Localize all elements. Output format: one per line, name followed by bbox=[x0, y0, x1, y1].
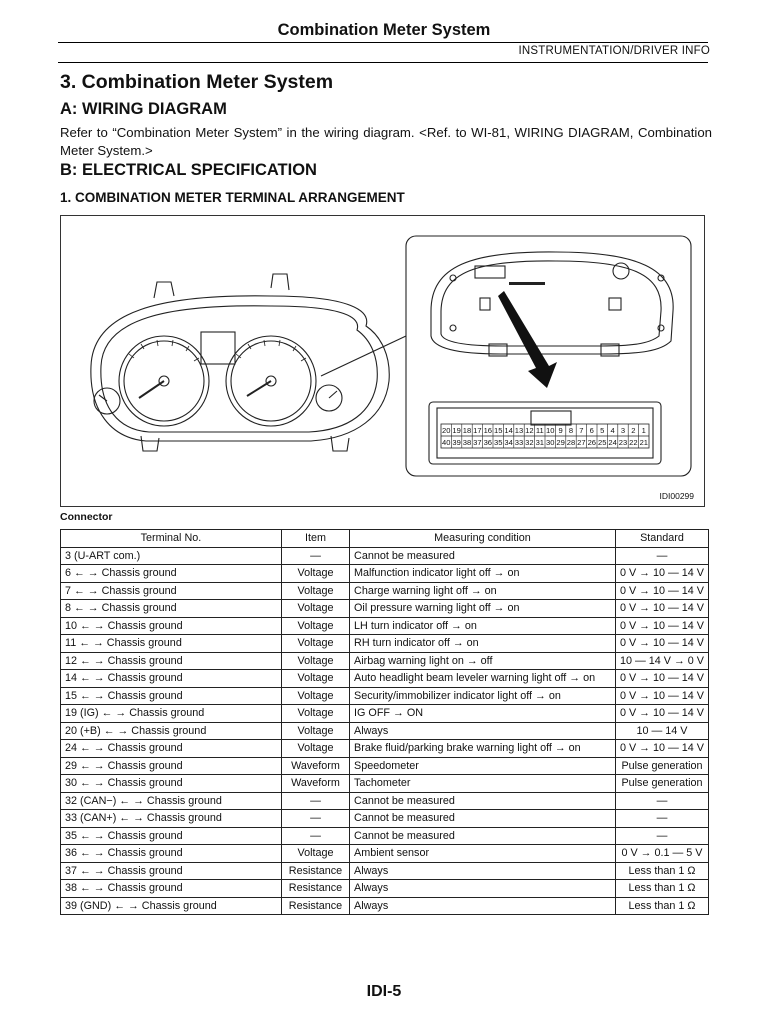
table-row bbox=[61, 565, 709, 583]
table-row bbox=[61, 862, 709, 880]
condition-cell: Ambient sensor bbox=[350, 845, 616, 863]
standard-cell: — bbox=[615, 792, 708, 810]
connector-pin-label: 30 bbox=[545, 438, 555, 447]
condition-cell: Cannot be measured bbox=[350, 827, 616, 845]
connector-pin-label: 5 bbox=[600, 426, 605, 435]
connector-pin-label: 20 bbox=[441, 426, 451, 435]
standard-cell: — bbox=[615, 547, 708, 565]
table-body bbox=[61, 547, 709, 915]
connector-pin-label: 3 bbox=[620, 426, 626, 435]
condition-cell: Always bbox=[350, 880, 616, 898]
table-row bbox=[61, 582, 709, 600]
standard-cell: 0 V → 10 — 14 V bbox=[615, 565, 708, 583]
terminal-cell: 12 ← → Chassis ground bbox=[61, 652, 282, 670]
connector-pin-label: 11 bbox=[535, 426, 544, 435]
item-cell: Voltage bbox=[281, 635, 349, 653]
item-cell: Resistance bbox=[281, 880, 349, 898]
item-cell: Voltage bbox=[281, 687, 349, 705]
table-row bbox=[61, 810, 709, 828]
connector-pin-label: 29 bbox=[556, 438, 565, 447]
wiring-diagram-heading: A: WIRING DIAGRAM bbox=[60, 100, 227, 118]
table-row bbox=[61, 827, 709, 845]
condition-cell: LH turn indicator off → on bbox=[350, 617, 616, 635]
table-row bbox=[61, 547, 709, 565]
connector-pin-label: 1 bbox=[641, 426, 646, 435]
table-row bbox=[61, 635, 709, 653]
item-cell: — bbox=[281, 810, 349, 828]
terminal-spec-table bbox=[60, 529, 709, 915]
item-cell: Waveform bbox=[281, 757, 349, 775]
section-heading: 3. Combination Meter System bbox=[60, 71, 334, 93]
table-row bbox=[61, 670, 709, 688]
condition-cell: Malfunction indicator light off → on bbox=[350, 565, 616, 583]
connector-pin-label: 23 bbox=[618, 438, 628, 447]
standard-cell: 0 V → 10 — 14 V bbox=[615, 705, 708, 723]
connector-pin-label: 18 bbox=[462, 426, 472, 435]
connector-pin-label: 40 bbox=[441, 438, 451, 447]
table-row bbox=[61, 775, 709, 793]
connector-pin-label: 24 bbox=[608, 438, 617, 447]
table-row bbox=[61, 792, 709, 810]
item-cell: Voltage bbox=[281, 600, 349, 618]
terminal-cell: 7 ← → Chassis ground bbox=[61, 582, 282, 600]
terminal-cell: 8 ← → Chassis ground bbox=[61, 600, 282, 618]
connector-pin-label: 17 bbox=[473, 426, 482, 435]
connector-pin-label: 37 bbox=[473, 438, 482, 447]
wiring-reference-text: Refer to “Combination Meter System” in the wiring diagram. <Ref. to WI-81, WIRING DIAGRAM, Combination Meter System.> bbox=[60, 125, 712, 158]
terminal-arrangement-figure bbox=[60, 215, 705, 507]
connector-pin-label: 2 bbox=[631, 426, 636, 435]
standard-cell: Less than 1 Ω bbox=[615, 880, 708, 898]
item-cell: Voltage bbox=[281, 565, 349, 583]
terminal-cell: 6 ← → Chassis ground bbox=[61, 565, 282, 583]
table-header-row bbox=[61, 530, 709, 548]
table-row bbox=[61, 705, 709, 723]
connector-pin-label: 10 bbox=[545, 426, 555, 435]
terminal-cell: 11 ← → Chassis ground bbox=[61, 635, 282, 653]
standard-cell: 0 V → 10 — 14 V bbox=[615, 687, 708, 705]
connector-pin-label: 28 bbox=[566, 438, 576, 447]
standard-cell: 0 V → 10 — 14 V bbox=[615, 600, 708, 618]
terminal-cell: 33 (CAN+) ← → Chassis ground bbox=[61, 810, 282, 828]
standard-cell: 0 V → 10 — 14 V bbox=[615, 582, 708, 600]
table-row bbox=[61, 687, 709, 705]
connector-caption: Connector bbox=[60, 511, 113, 523]
header-rule-bottom bbox=[58, 62, 708, 63]
standard-cell: 0 V → 10 — 14 V bbox=[615, 670, 708, 688]
col-header-condition: Measuring condition bbox=[350, 530, 616, 548]
terminal-cell: 37 ← → Chassis ground bbox=[61, 862, 282, 880]
connector-pin-label: 26 bbox=[587, 438, 597, 447]
terminal-cell: 30 ← → Chassis ground bbox=[61, 775, 282, 793]
item-cell: Voltage bbox=[281, 705, 349, 723]
condition-cell: Brake fluid/parking brake warning light off → on bbox=[350, 740, 616, 758]
condition-cell: Charge warning light off → on bbox=[350, 582, 616, 600]
page-number: IDI-5 bbox=[366, 983, 402, 1000]
standard-cell: 10 — 14 V → 0 V bbox=[615, 652, 708, 670]
item-cell: Voltage bbox=[281, 582, 349, 600]
connector-pin-label: 36 bbox=[483, 438, 493, 447]
condition-cell: IG OFF → ON bbox=[350, 705, 616, 723]
condition-cell: Tachometer bbox=[350, 775, 616, 793]
item-cell: Voltage bbox=[281, 617, 349, 635]
condition-cell: Security/immobilizer indicator light off → on bbox=[350, 687, 616, 705]
item-cell: Resistance bbox=[281, 862, 349, 880]
table-row bbox=[61, 722, 709, 740]
connector-pin-label: 4 bbox=[610, 426, 615, 435]
table-row bbox=[61, 600, 709, 618]
standard-cell: — bbox=[615, 827, 708, 845]
condition-cell: Always bbox=[350, 897, 616, 915]
condition-cell: Auto headlight beam leveler warning light off → on bbox=[350, 670, 616, 688]
connector-pin-label: 13 bbox=[514, 426, 524, 435]
table-row bbox=[61, 740, 709, 758]
terminal-cell: 36 ← → Chassis ground bbox=[61, 845, 282, 863]
terminal-cell: 3 (U-ART com.) bbox=[61, 547, 282, 565]
terminal-cell: 39 (GND) ← → Chassis ground bbox=[61, 897, 282, 915]
connector-pin-label: 25 bbox=[597, 438, 607, 447]
connector-pin-label: 33 bbox=[514, 438, 524, 447]
table-row bbox=[61, 757, 709, 775]
item-cell: Voltage bbox=[281, 670, 349, 688]
connector-pin-label: 8 bbox=[568, 426, 574, 435]
connector-pin-label: 38 bbox=[462, 438, 472, 447]
standard-cell: 0 V → 0.1 — 5 V bbox=[615, 845, 708, 863]
item-cell: Voltage bbox=[281, 722, 349, 740]
connector-pin-label: 15 bbox=[493, 426, 503, 435]
terminal-cell: 19 (IG) ← → Chassis ground bbox=[61, 705, 282, 723]
condition-cell: Cannot be measured bbox=[350, 547, 616, 565]
item-cell: Waveform bbox=[281, 775, 349, 793]
standard-cell: — bbox=[615, 810, 708, 828]
running-header-section: INSTRUMENTATION/DRIVER INFO bbox=[518, 45, 710, 57]
standard-cell: 0 V → 10 — 14 V bbox=[615, 740, 708, 758]
standard-cell: Less than 1 Ω bbox=[615, 862, 708, 880]
table-row bbox=[61, 897, 709, 915]
connector-pin-label: 9 bbox=[558, 426, 563, 435]
item-cell: — bbox=[281, 792, 349, 810]
combination-meter-illustration bbox=[61, 216, 704, 506]
col-header-item: Item bbox=[281, 530, 349, 548]
terminal-cell: 10 ← → Chassis ground bbox=[61, 617, 282, 635]
table-row bbox=[61, 880, 709, 898]
standard-cell: 0 V → 10 — 14 V bbox=[615, 617, 708, 635]
connector-pin-label: 7 bbox=[579, 426, 584, 435]
condition-cell: Airbag warning light on → off bbox=[350, 652, 616, 670]
header-rule bbox=[58, 42, 708, 43]
item-cell: Voltage bbox=[281, 845, 349, 863]
connector-pin-label: 14 bbox=[504, 426, 513, 435]
terminal-cell: 20 (+B) ← → Chassis ground bbox=[61, 722, 282, 740]
item-cell: Voltage bbox=[281, 652, 349, 670]
connector-pin-label: 22 bbox=[629, 438, 638, 447]
connector-pin-label: 12 bbox=[525, 426, 534, 435]
standard-cell: Pulse generation bbox=[615, 757, 708, 775]
table-row bbox=[61, 617, 709, 635]
connector-pin-label: 6 bbox=[589, 426, 594, 435]
terminal-arrangement-heading: 1. COMBINATION METER TERMINAL ARRANGEMENT bbox=[60, 190, 405, 205]
table-row bbox=[61, 652, 709, 670]
item-cell: Voltage bbox=[281, 740, 349, 758]
condition-cell: Speedometer bbox=[350, 757, 616, 775]
condition-cell: Always bbox=[350, 862, 616, 880]
item-cell: Resistance bbox=[281, 897, 349, 915]
condition-cell: Oil pressure warning light off → on bbox=[350, 600, 616, 618]
connector-pin-label: 19 bbox=[452, 426, 461, 435]
terminal-cell: 38 ← → Chassis ground bbox=[61, 880, 282, 898]
connector-pin-label: 32 bbox=[525, 438, 534, 447]
standard-cell: 0 V → 10 — 14 V bbox=[615, 635, 708, 653]
running-header-title: Combination Meter System bbox=[277, 21, 491, 39]
condition-cell: Cannot be measured bbox=[350, 792, 616, 810]
connector-pin-label: 34 bbox=[504, 438, 513, 447]
col-header-terminal: Terminal No. bbox=[61, 530, 282, 548]
col-header-standard: Standard bbox=[615, 530, 708, 548]
terminal-cell: 14 ← → Chassis ground bbox=[61, 670, 282, 688]
connector-pin-label: 39 bbox=[452, 438, 461, 447]
table-row bbox=[61, 845, 709, 863]
standard-cell: 10 — 14 V bbox=[615, 722, 708, 740]
standard-cell: Less than 1 Ω bbox=[615, 897, 708, 915]
connector-pin-label: 21 bbox=[639, 438, 649, 447]
connector-pin-label: 31 bbox=[535, 438, 545, 447]
condition-cell: Cannot be measured bbox=[350, 810, 616, 828]
figure-code: IDI00299 bbox=[659, 491, 694, 501]
connector-pin-label: 27 bbox=[577, 438, 586, 447]
terminal-cell: 15 ← → Chassis ground bbox=[61, 687, 282, 705]
connector-pin-label: 35 bbox=[493, 438, 503, 447]
condition-cell: Always bbox=[350, 722, 616, 740]
condition-cell: RH turn indicator off → on bbox=[350, 635, 616, 653]
terminal-cell: 35 ← → Chassis ground bbox=[61, 827, 282, 845]
item-cell: — bbox=[281, 547, 349, 565]
terminal-cell: 29 ← → Chassis ground bbox=[61, 757, 282, 775]
standard-cell: Pulse generation bbox=[615, 775, 708, 793]
terminal-cell: 32 (CAN−) ← → Chassis ground bbox=[61, 792, 282, 810]
item-cell: — bbox=[281, 827, 349, 845]
terminal-cell: 24 ← → Chassis ground bbox=[61, 740, 282, 758]
connector-pin-label: 16 bbox=[483, 426, 493, 435]
electrical-spec-heading: B: ELECTRICAL SPECIFICATION bbox=[60, 161, 317, 179]
